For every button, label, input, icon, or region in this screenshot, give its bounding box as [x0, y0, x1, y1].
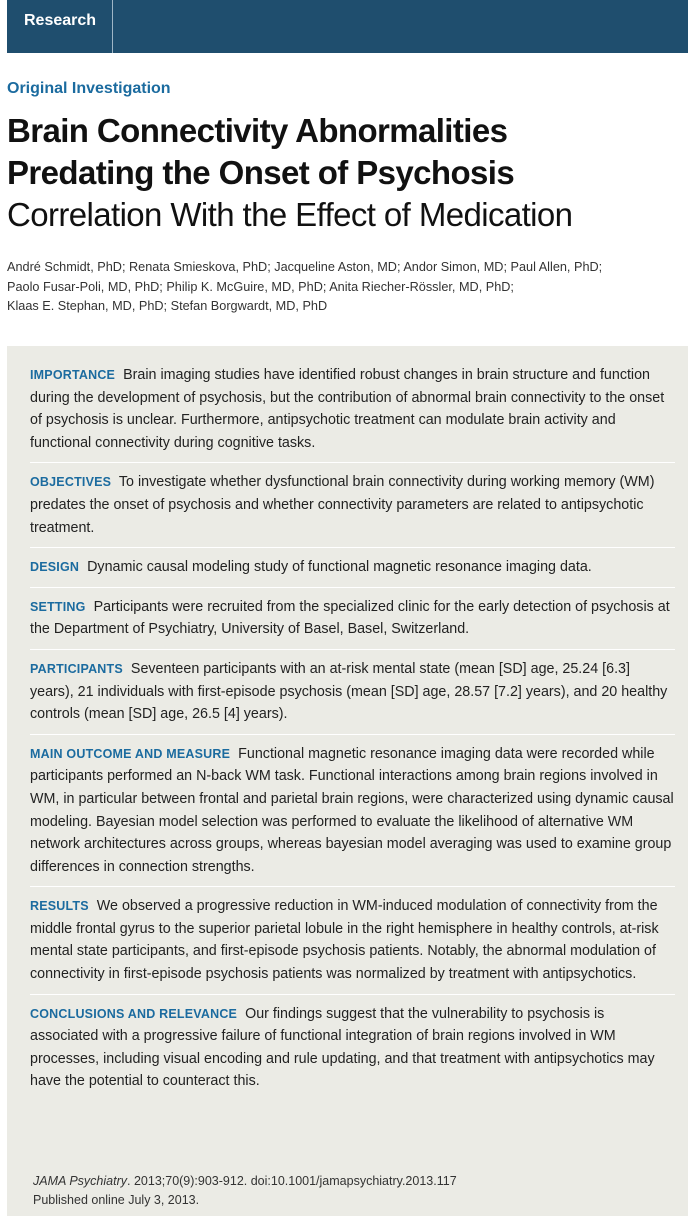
abstract-conclusions — [30, 1003, 675, 1101]
main-outcome-label: MAIN OUTCOME AND MEASURE — [30, 746, 231, 761]
main-outcome-text: Functional magnetic resonance imaging data were recorded while participants performed an N-back WM task. Functional interactions among brain regions involved in WM, in particular between frontal and parietal brain regions, were characterized using dynamic causal modeling. Bayesian model selection was performed to evaluate the likelihood of alternative WM network architectures across groups, whereas bayesian model averaging was used to examine group differences in connection strengths. — [30, 745, 674, 875]
title-line-1: Brain Connectivity Abnormalities — [7, 112, 508, 149]
abstract-box — [7, 346, 688, 1216]
author-line-1: André Schmidt, PhD; Renata Smieskova, PhD; Jacqueline Aston, MD; Andor Simon, MD; Paul Allen, PhD; — [7, 260, 603, 274]
abstract-results — [30, 895, 675, 994]
article-type: Original Investigation — [7, 80, 171, 97]
citation-line — [33, 1172, 457, 1191]
author-list — [7, 258, 677, 317]
abstract-importance — [30, 364, 675, 463]
author-line-3: Klaas E. Stephan, MD, PhD; Stefan Borgwardt, MD, PhD — [7, 299, 328, 313]
citation — [33, 1172, 457, 1210]
section-label: Research — [24, 12, 97, 29]
abstract-participants — [30, 658, 675, 735]
setting-text: Participants were recruited from the specialized clinic for the early detection of psychosis at the Department of Psychiatry, University of Basel, Basel, Switzerland. — [30, 598, 670, 638]
objectives-text: To investigate whether dysfunctional brain connectivity during working memory (WM) predates the onset of psychosis and whether connectivity parameters are related to antipsychotic treatment. — [30, 474, 655, 536]
participants-text: Seventeen participants with an at-risk mental state (mean [SD] age, 25.24 [6.3] years), 21 individuals with first-episode psychosis (mean [SD] age, 28.57 [7.2] years), and 20 healthy controls (mean [SD] age, 26.5 [4] years). — [30, 660, 668, 723]
conclusions-text: Our findings suggest that the vulnerability to psychosis is associated with a progressive failure of functional integration of brain regions involved in WM processes, including visual encoding and rule updating, and that treatment with antipsychotics may have the potential to counteract this. — [30, 1005, 655, 1090]
results-label: RESULTS — [30, 899, 89, 914]
abstract-setting — [30, 596, 675, 650]
participants-label: PARTICIPANTS — [30, 661, 123, 676]
conclusions-label: CONCLUSIONS AND RELEVANCE — [30, 1006, 238, 1021]
abstract-content — [30, 364, 675, 1109]
importance-text: Brain imaging studies have identified robust changes in brain structure and function during the development of psychosis, but the contribution of abnormal brain connectivity to the onset of psychosis is unclear. Furthermore, antipsychotic treatment can modulate brain activity and functional connectivity during cognitive tasks. — [30, 367, 665, 451]
setting-label: SETTING — [30, 599, 86, 614]
author-line-2: Paolo Fusar-Poli, MD, PhD; Philip K. McGuire, MD, PhD; Anita Riecher-Rössler, MD, PhD; — [7, 279, 514, 294]
subtitle: Correlation With the Effect of Medication — [7, 196, 573, 233]
importance-label: IMPORTANCE — [30, 368, 116, 382]
design-text: Dynamic causal modeling study of functional magnetic resonance imaging data. — [87, 559, 592, 576]
section-tab — [7, 0, 113, 53]
results-text: We observed a progressive reduction in WM-induced modulation of connectivity from the middle frontal gyrus to the superior parietal lobule in the right hemisphere in healthy controls, at-risk mental state participants, and first-episode psychosis patients. Notably, the abnormal modulation of connectivity in first-episode psychosis patients was normalized by treatment with antipsychotics. — [30, 898, 659, 983]
publication-date: Published online July 3, 2013. — [33, 1193, 200, 1207]
abstract-design — [30, 556, 675, 588]
citation-details: . 2013;70(9):903-912. doi:10.1001/jamapsychiatry.2013.117 — [127, 1174, 457, 1188]
section-header-bar — [7, 0, 688, 53]
article-title — [7, 110, 677, 236]
objectives-label: OBJECTIVES — [30, 475, 112, 490]
journal-name: JAMA Psychiatry — [33, 1174, 128, 1188]
title-line-2: Predating the Onset of Psychosis — [7, 154, 515, 191]
design-label: DESIGN — [30, 560, 80, 575]
abstract-objectives — [30, 471, 675, 548]
abstract-main-outcome — [30, 743, 675, 888]
